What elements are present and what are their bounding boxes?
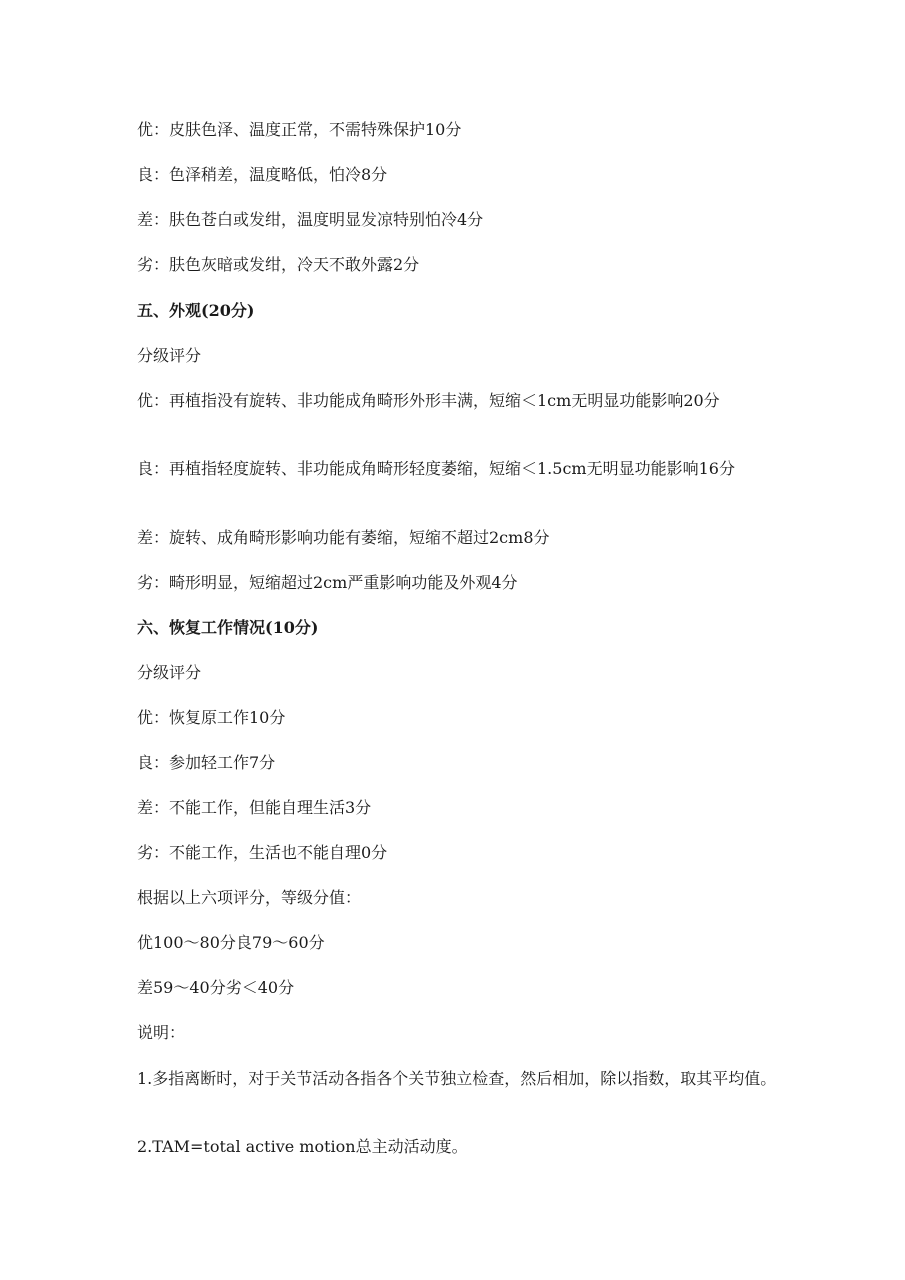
paragraph-note-1: 1.多指离断时，对于关节活动各指各个关节独立检查，然后相加，除以指数，取其平均值。: [137, 1069, 777, 1088]
paragraph-skin-good: 良：色泽稍差，温度略低，怕冷8分: [137, 165, 388, 184]
paragraph-appearance-poor: 差：旋转、成角畸形影响功能有萎缩，短缩不超过2cm8分: [137, 528, 550, 547]
paragraph-work-excellent: 优：恢复原工作10分: [137, 708, 286, 727]
section-heading-work-recovery: 六、恢复工作情况(10分): [137, 618, 319, 637]
paragraph-skin-bad: 劣：肤色灰暗或发绀，冷天不敢外露2分: [137, 255, 420, 274]
paragraph-work-poor: 差：不能工作，但能自理生活3分: [137, 798, 372, 817]
paragraph-notes-label: 说明：: [137, 1023, 186, 1042]
section-subtitle-appearance: 分级评分: [137, 346, 202, 365]
paragraph-appearance-good: 良：再植指轻度旋转、非功能成角畸形轻度萎缩，短缩＜1.5cm无明显功能影响16分: [137, 459, 735, 478]
paragraph-appearance-bad: 劣：畸形明显，短缩超过2cm严重影响功能及外观4分: [137, 573, 518, 592]
paragraph-summary-intro: 根据以上六项评分，等级分值：: [137, 888, 362, 907]
paragraph-skin-poor: 差：肤色苍白或发绀，温度明显发凉特别怕冷4分: [137, 210, 484, 229]
paragraph-summary-grade-1: 优100～80分良79～60分: [137, 933, 325, 952]
section-subtitle-work-recovery: 分级评分: [137, 663, 202, 682]
paragraph-appearance-excellent: 优：再植指没有旋转、非功能成角畸形外形丰满，短缩＜1cm无明显功能影响20分: [137, 391, 720, 410]
paragraph-work-good: 良：参加轻工作7分: [137, 753, 276, 772]
section-heading-appearance: 五、外观(20分): [137, 301, 255, 320]
paragraph-note-2: 2.TAM=total active motion总主动活动度。: [137, 1137, 468, 1156]
paragraph-skin-excellent: 优：皮肤色泽、温度正常，不需特殊保护10分: [137, 120, 462, 139]
paragraph-work-bad: 劣：不能工作，生活也不能自理0分: [137, 843, 388, 862]
paragraph-summary-grade-2: 差59～40分劣＜40分: [137, 978, 295, 997]
